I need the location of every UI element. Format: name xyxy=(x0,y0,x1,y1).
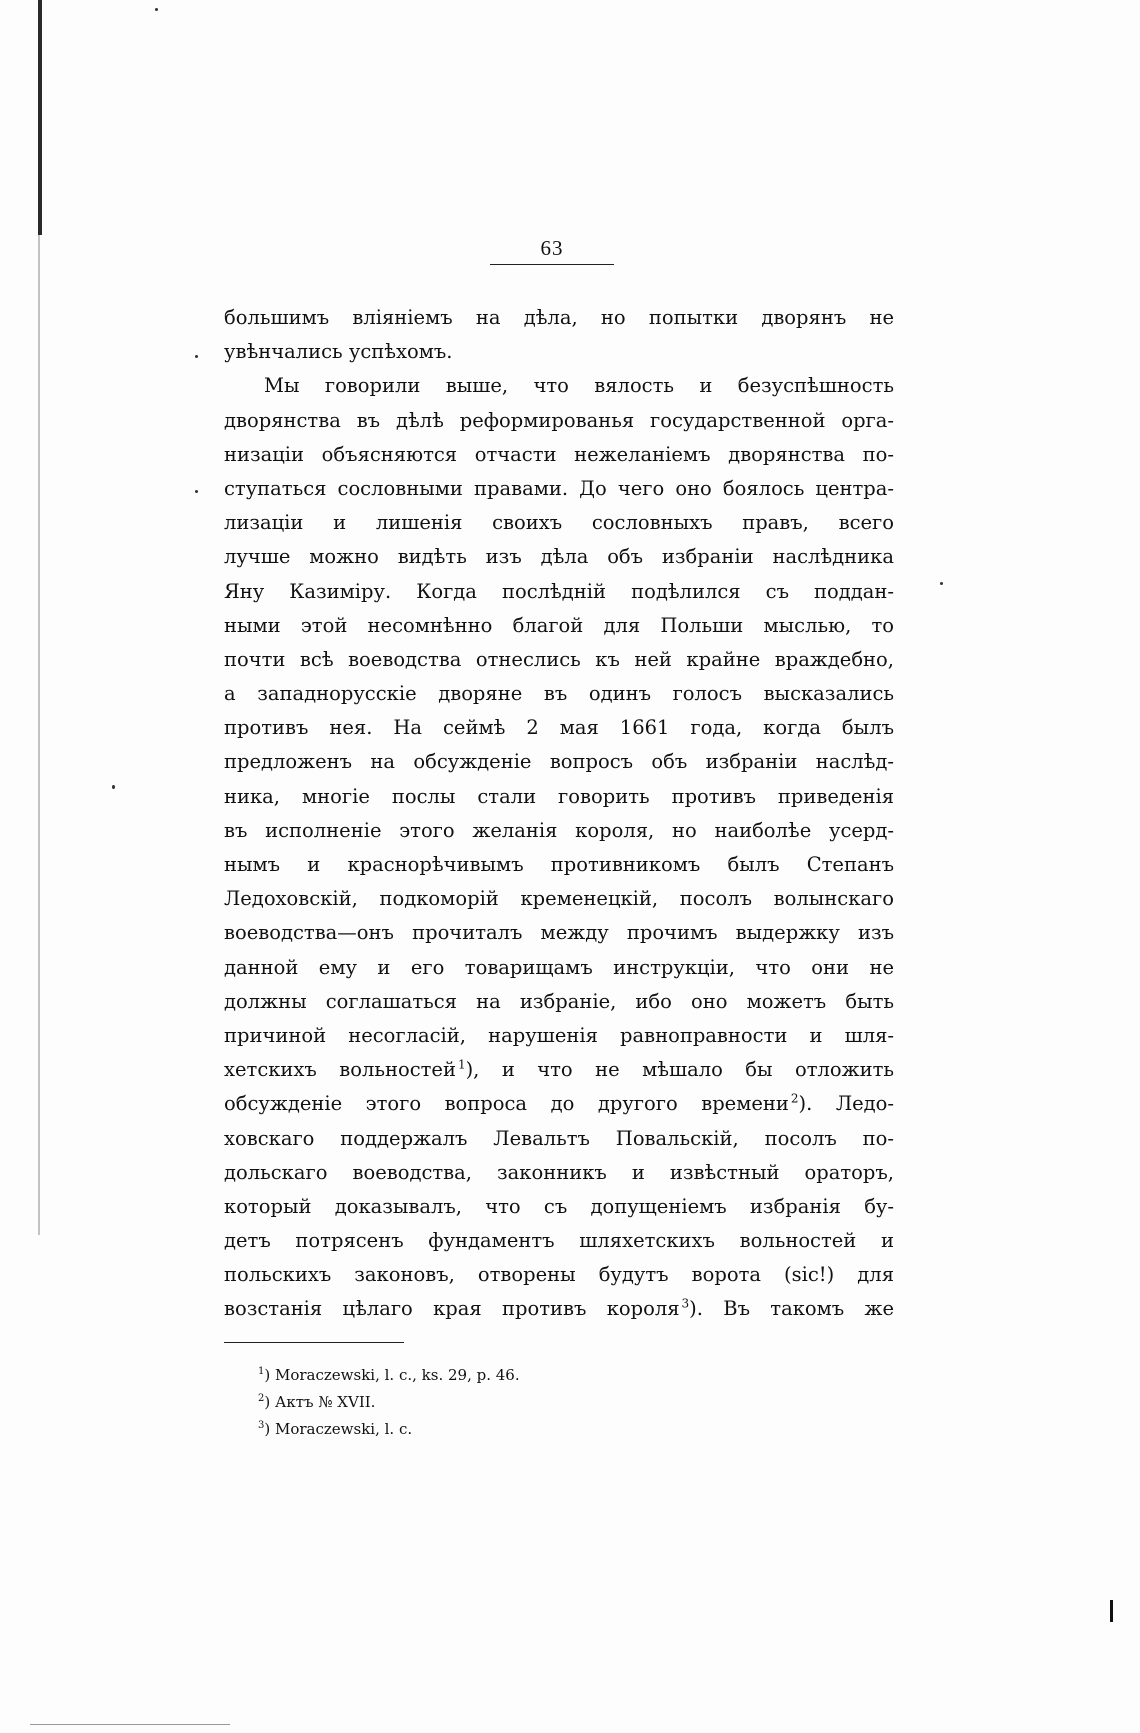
text-line: Ледоховскій, подкоморій кременецкій, посолъ волынскаго xyxy=(224,887,894,911)
text-line: Яну Казиміру. Когда послѣдній подѣлился съ поддан- xyxy=(224,579,894,603)
footnote-ref-3: 3 xyxy=(681,1296,690,1311)
text-line: дворянства въ дѣлѣ реформированья государственной орга- xyxy=(224,408,894,432)
footnote-mark: 1 xyxy=(258,1366,265,1377)
footnote-ref-2: 2 xyxy=(790,1091,799,1106)
scan-speck xyxy=(155,8,158,11)
text-fragment: ). Ледо- xyxy=(798,1092,895,1116)
scan-speck xyxy=(112,785,115,789)
scan-edge-mark xyxy=(1110,1600,1113,1622)
text-line: въ исполненіе этого желанія короля, но наиболѣе усерд- xyxy=(224,818,894,842)
footnote-2 xyxy=(258,1389,758,1416)
paragraph-start-line: Мы говорили выше, что вялость и безуспѣшность xyxy=(264,374,894,398)
text-fragment: обсужденіе этого вопроса до другого времени xyxy=(224,1092,789,1116)
text-fragment: ). Въ такомъ же xyxy=(689,1297,894,1321)
text-fragment: возстанія цѣлаго края противъ короля xyxy=(224,1297,680,1321)
text-line: данной ему и его товарищамъ инструкціи, что они не xyxy=(224,955,894,979)
page-number: 63 xyxy=(540,236,564,260)
footnote-ref-1: 1 xyxy=(457,1057,466,1072)
footnote-mark: 3 xyxy=(258,1420,265,1431)
footnote-text: ) Moraczewski, l. c., ks. 29, p. 46. xyxy=(264,1366,520,1384)
scan-binding-edge-faint xyxy=(38,235,40,1235)
scan-binding-edge xyxy=(38,0,42,235)
main-text xyxy=(224,301,894,1327)
text-line: ховскаго поддержалъ Левальтъ Повальскій, посолъ по- xyxy=(224,1126,894,1150)
text-line: увѣнчались успѣхомъ. xyxy=(224,340,453,364)
text-line: большимъ вліяніемъ на дѣла, но попытки дворянъ не xyxy=(224,306,894,329)
text-line: противъ нея. На сеймѣ 2 мая 1661 года, когда былъ xyxy=(224,716,894,740)
footnote-text: ) Актъ № XVII. xyxy=(264,1393,376,1411)
text-line: должны соглашаться на избраніе, ибо оно можетъ быть xyxy=(224,989,894,1013)
text-line: причиной несогласій, нарушенія равноправности и шля- xyxy=(224,1023,894,1047)
text-line: лизаціи и лишенія своихъ сословныхъ правъ, всего xyxy=(224,511,894,535)
footnote-separator xyxy=(224,1342,404,1343)
scan-speck xyxy=(195,490,198,493)
footnote-1 xyxy=(258,1362,758,1389)
scan-speck xyxy=(195,355,198,358)
text-line: польскихъ законовъ, отворены будутъ ворота (sic!) для xyxy=(224,1263,894,1287)
page-number-rule xyxy=(490,264,614,265)
footnote-text: ) Moraczewski, l. c. xyxy=(264,1420,413,1438)
footnote-mark: 2 xyxy=(258,1393,265,1404)
text-line: предложенъ на обсужденіе вопросъ объ избраніи наслѣд- xyxy=(224,750,894,774)
text-fragment: ), и что не мѣшало бы отложить xyxy=(465,1058,894,1082)
text-fragment: хетскихъ вольностей xyxy=(224,1058,456,1082)
text-line: ными этой несомнѣнно благой для Польши мыслью, то xyxy=(224,613,894,637)
text-line: нымъ и краснорѣчивымъ противникомъ былъ Степанъ xyxy=(224,853,894,876)
text-line: ника, многіе послы стали говорить противъ приведенія xyxy=(224,784,894,808)
footnotes xyxy=(258,1362,758,1443)
text-line: а западнорусскіе дворяне въ одинъ голосъ высказались xyxy=(224,682,894,706)
text-line-with-footnote-ref xyxy=(224,1087,894,1121)
text-line: воеводства—онъ прочиталъ между прочимъ выдержку изъ xyxy=(224,921,894,945)
scan-bottom-edge xyxy=(30,1724,230,1725)
scan-speck xyxy=(940,582,943,585)
text-line-with-footnote-ref xyxy=(224,1292,894,1326)
text-line: детъ потрясенъ фундаментъ шляхетскихъ вольностей и xyxy=(224,1229,894,1253)
text-line: почти всѣ воеводства отнеслись къ ней крайне враждебно, xyxy=(224,647,894,671)
text-line: лучше можно видѣть изъ дѣла объ избраніи наслѣдника xyxy=(224,545,894,569)
footnote-3 xyxy=(258,1416,758,1443)
text-line: ступаться сословными правами. До чего оно боялось центра- xyxy=(224,476,894,500)
text-line: который доказывалъ, что съ допущеніемъ избранія бу- xyxy=(224,1194,894,1218)
text-line: низаціи объясняются отчасти нежеланіемъ дворянства по- xyxy=(224,442,894,466)
text-line: дольскаго воеводства, законникъ и извѣстный ораторъ, xyxy=(224,1160,894,1184)
text-line-with-footnote-ref xyxy=(224,1053,894,1087)
page-header xyxy=(490,234,614,265)
